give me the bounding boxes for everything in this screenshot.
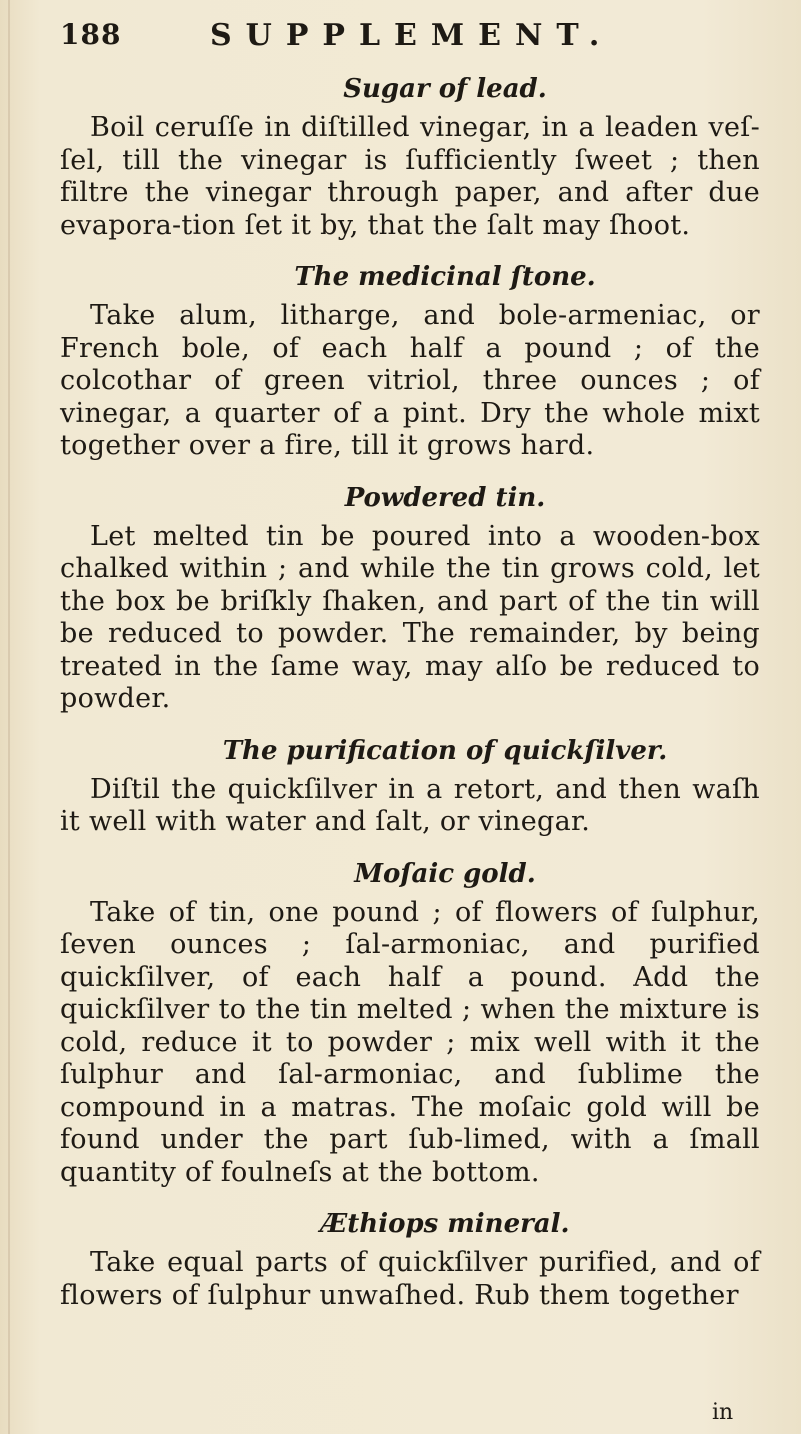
section-heading-aethiops-mineral: Æthiops mineral. [320,1209,570,1239]
page-content [60,72,760,1330]
section-heading-medicinal-stone: The medicinal ſtone. [294,262,596,292]
page-header [60,18,760,58]
page-number: 188 [60,18,122,51]
section-text-powdered-tin: Let melted tin be poured into a wooden-box chalked within ; and while the tin grows cold, let the box be briſkly ſhaken, and part of the tin will be reduced to powder. The remainder, by being treated in the ſame way, may alſo be reduced to powder. [60,520,760,714]
section-text-purification-quicksilver: Diſtil the quickſilver in a retort, and then waſh it well with water and ſalt, or vinegar. [60,773,760,837]
section-heading-sugar-of-lead: Sugar of lead. [343,74,547,104]
section-heading-powdered-tin: Powdered tin. [344,482,546,513]
section-heading-mosaic-gold: Moſaic gold. [354,858,536,889]
section-text-mosaic-gold: Take of tin, one pound ; of flowers of ſulphur, ſeven ounces ; ſal-armoniac, and purified quickſilver, of each half a pound. Add the quickſilver to the tin melted ; when the mixture is cold, reduce it to powder ; mix well with it the ſulphur and ſal-armoniac, and ſublime the compound in a matras. The moſaic gold will be found under the part ſub-limed, with a ſmall quantity of foulneſs at the bottom. [60,896,760,1188]
catchword: in [712,1400,734,1425]
running-title: SUPPLEMENT. [210,18,614,53]
section-text-sugar-of-lead: Boil ceruſſe in diſtilled vinegar, in a leaden veſ-ſel, till the vinegar is ſufficiently ſweet ; then filtre the vinegar through paper, and after due evapora-tion ſet it by, that the ſalt may ſhoot. [60,112,760,241]
page-gutter [8,0,10,1434]
section-text-medicinal-stone: Take alum, litharge, and bole-armeniac, or French bole, of each half a pound ; of the colcothar of green vitriol, three ounces ; of vinegar, a quarter of a pint. Dry the whole mixt together over a fire, till it grows hard. [60,300,760,461]
section-text-aethiops-mineral: Take equal parts of quickſilver purified, and of flowers of ſulphur unwaſhed. Rub them together [60,1247,760,1311]
section-heading-purification-quicksilver: The purification of quickſilver. [222,735,668,766]
